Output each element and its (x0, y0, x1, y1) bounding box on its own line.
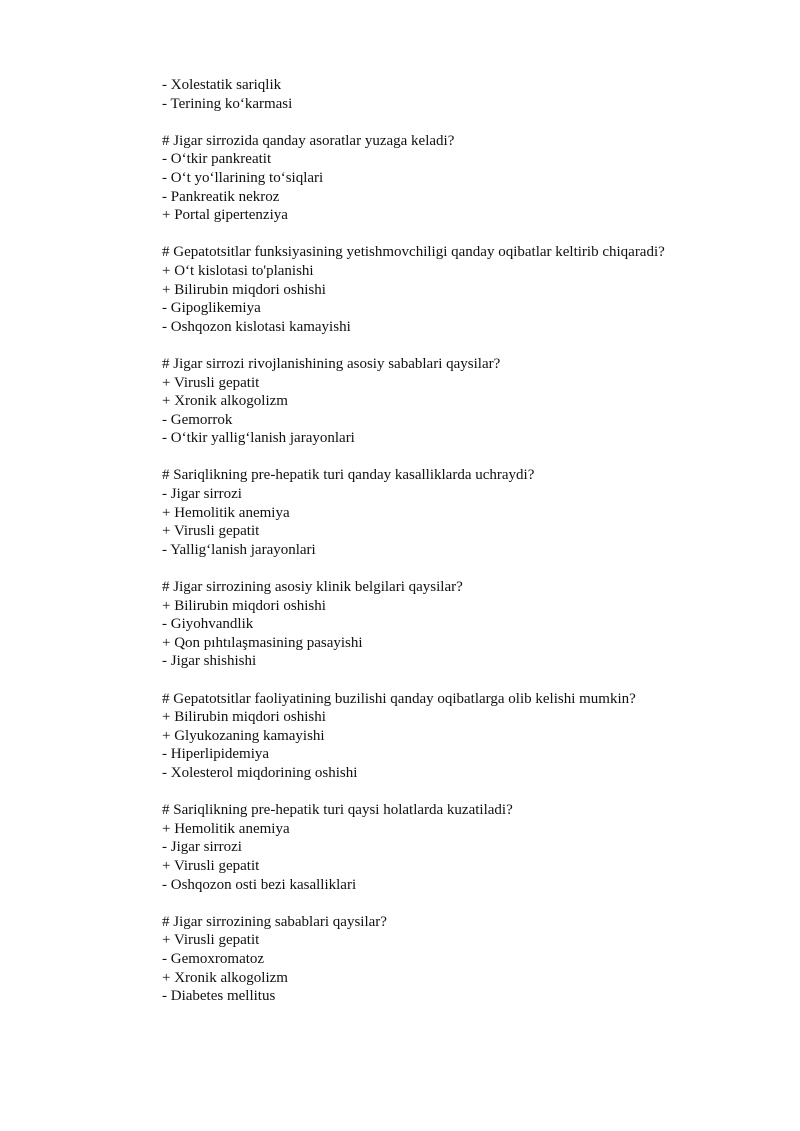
question-block (162, 466, 762, 559)
answer-option: - Jigar shishishi (162, 653, 257, 670)
question-text: # Jigar sirrozi rivojlanishining asosiy sabablari qaysilar? (162, 355, 501, 372)
document-page (162, 76, 762, 1024)
answer-option: + O‘t kislotasi to'planishi (162, 262, 314, 279)
answer-option: - Yallig‘lanish jarayonlari (162, 541, 316, 558)
question-block (162, 132, 762, 225)
answer-option: + Bilirubin miqdori oshishi (162, 709, 326, 726)
answer-option: - Xolestatik sariqlik (162, 77, 282, 93)
answer-option: - Jigar sirrozi (162, 839, 242, 856)
answer-option: - O‘t yo‘llarining to‘siqlari (162, 169, 324, 186)
answer-option: - Oshqozon kislotasi kamayishi (162, 318, 351, 335)
intro-block (162, 76, 762, 113)
answer-option: + Virusli gepatit (162, 932, 260, 949)
answer-option: - Gipoglikemiya (162, 300, 261, 317)
question-block (162, 913, 762, 1006)
answer-option: - O‘tkir yallig‘lanish jarayonlari (162, 430, 355, 447)
answer-option: - Diabetes mellitus (162, 988, 276, 1005)
answer-option: - Oshqozon osti bezi kasalliklari (162, 876, 357, 893)
question-block (162, 801, 762, 894)
answer-option: + Portal gipertenziya (162, 207, 288, 224)
answer-option: + Glyukozaning kamayishi (162, 727, 325, 744)
answer-option: - Xolesterol miqdorining oshishi (162, 764, 358, 781)
answer-option: - O‘tkir pankreatit (162, 151, 272, 168)
answer-option: - Pankreatik nekroz (162, 188, 280, 205)
answer-option: + Xronik alkogolizm (162, 393, 288, 410)
question-text: # Jigar sirrozining sabablari qaysilar? (162, 913, 387, 930)
answer-option: + Virusli gepatit (162, 374, 260, 391)
answer-option: - Giyohvandlik (162, 616, 254, 633)
answer-option: - Jigar sirrozi (162, 486, 242, 503)
answer-option: - Gemorrok (162, 411, 233, 428)
question-text: # Gepatotsitlar funksiyasining yetishmovchiligi qanday oqibatlar keltirib chiqaradi? (162, 244, 665, 261)
question-block (162, 690, 762, 783)
question-text: # Jigar sirrozida qanday asoratlar yuzaga keladi? (162, 132, 455, 149)
question-block (162, 578, 762, 671)
answer-option: + Virusli gepatit (162, 857, 260, 874)
answer-option: + Qon pıhtılaşmasining pasayishi (162, 634, 363, 651)
answer-option: + Virusli gepatit (162, 523, 260, 540)
answer-option: + Hemolitik anemiya (162, 820, 290, 837)
answer-option: + Xronik alkogolizm (162, 969, 288, 986)
question-block (162, 243, 762, 336)
question-block (162, 355, 762, 448)
question-text: # Jigar sirrozining asosiy klinik belgilari qaysilar? (162, 579, 463, 596)
question-text: # Sariqlikning pre-hepatik turi qanday kasalliklarda uchraydi? (162, 467, 535, 484)
answer-option: - Hiperlipidemiya (162, 746, 270, 763)
answer-option: - Terining ko‘karmasi (162, 95, 293, 112)
answer-option: + Hemolitik anemiya (162, 504, 290, 521)
answer-option: + Bilirubin miqdori oshishi (162, 281, 326, 298)
question-text: # Gepatotsitlar faoliyatining buzilishi qanday oqibatlarga olib kelishi mumkin? (162, 690, 636, 707)
answer-option: - Gemoxromatoz (162, 950, 265, 967)
question-text: # Sariqlikning pre-hepatik turi qaysi holatlarda kuzatiladi? (162, 802, 513, 819)
answer-option: + Bilirubin miqdori oshishi (162, 597, 326, 614)
